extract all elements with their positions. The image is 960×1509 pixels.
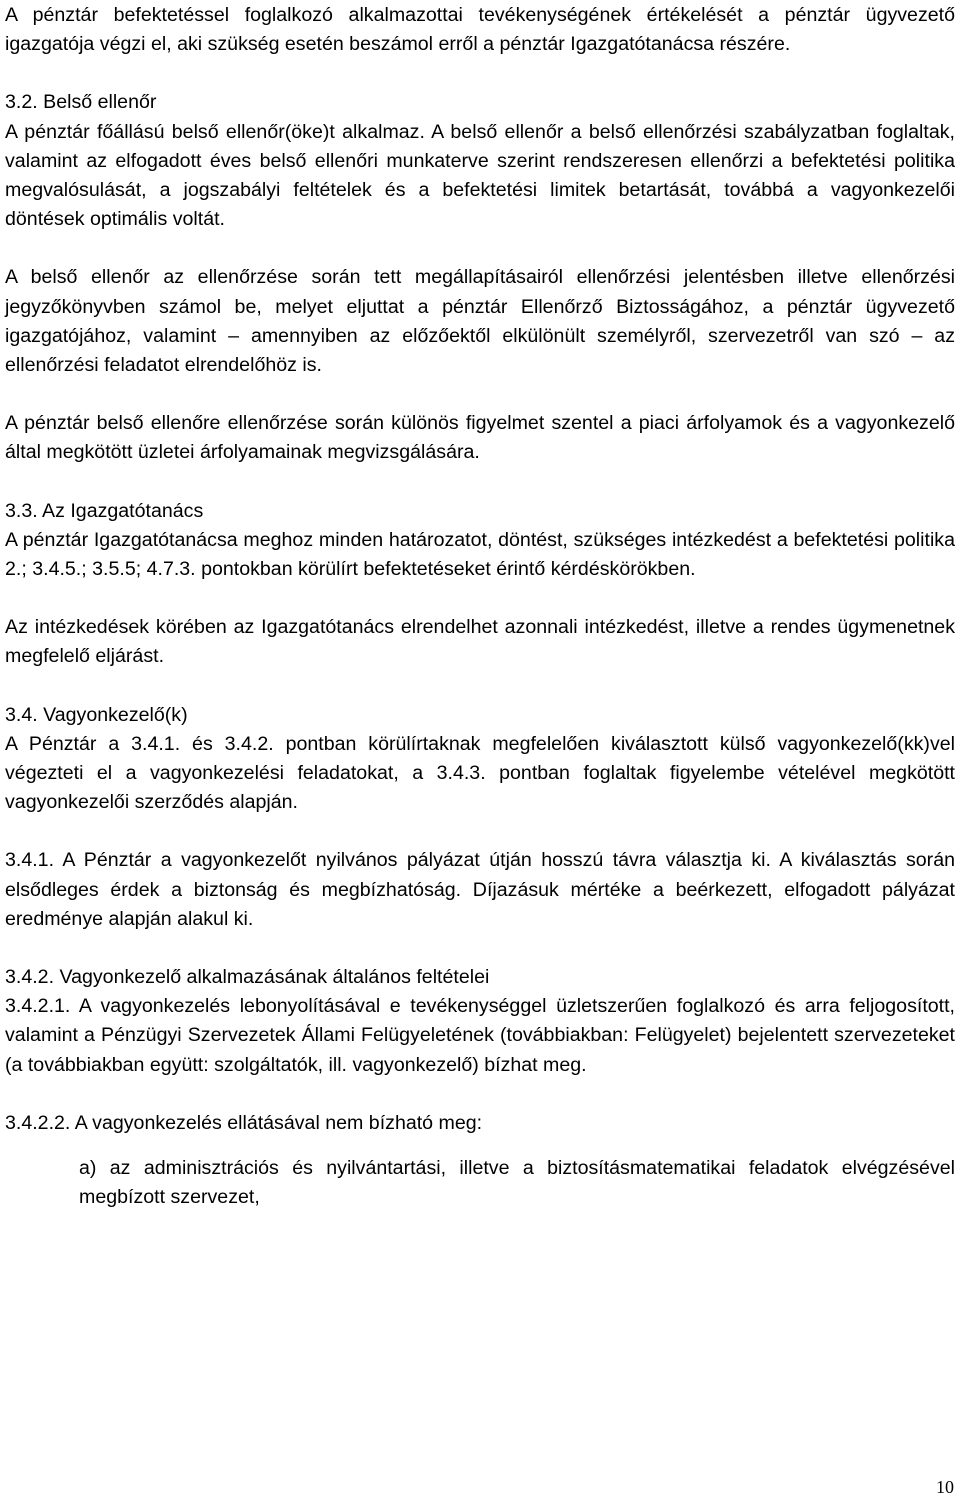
- spacer: [5, 59, 955, 88]
- spacer: [5, 672, 955, 701]
- spacer: [5, 817, 955, 846]
- page-number: 10: [936, 1477, 954, 1497]
- paragraph-3-4-2-2: 3.4.2.2. A vagyonkezelés ellátásával nem bízható meg:: [5, 1111, 483, 1134]
- section-heading-3-4-2: 3.4.2. Vagyonkezelő alkalmazásának általános feltételei: [5, 966, 490, 989]
- paragraph-evaluation: A pénztár befektetéssel foglalkozó alkalmazottai tevékenységének értékelését a pénztár ügyvezető igazgatója végzi el, aki szükség esetén beszámol erről a pénztár Igazgatótanácsa részére.: [5, 4, 955, 56]
- paragraph-board-decisions: A pénztár Igazgatótanácsa meghoz minden határozatot, döntést, szükséges intézkedést a befektetési politika 2.; 3.4.5.; 3.5.5; 4.7.3. pontokban körülírt befektetéseket érintő kérdéskörökben.: [5, 528, 955, 581]
- paragraph-3-4-1: 3.4.1. A Pénztár a vagyonkezelőt nyilvános pályázat útján hosszú távra választja ki. A kiválasztás során elsődleges érdek a biztonság és megbízhatóság. Díjazásuk mértéke a beérkezett, elfogadott pályázat eredménye alapján alakul ki.: [5, 849, 955, 930]
- spacer: [5, 1080, 955, 1109]
- paragraph-market-rates: A pénztár belső ellenőre ellenőrzése során különös figyelmet szentel a piaci árfolyamok és a vagyonkezelő által megkötött üzletei árfolyamainak megvizsgálására.: [5, 412, 955, 464]
- spacer: [5, 584, 955, 613]
- spacer: [5, 934, 955, 963]
- spacer: [5, 1138, 955, 1154]
- paragraph-3-4-2-1: 3.4.2.1. A vagyonkezelés lebonyolításával e tevékenységgel üzletszerűen foglalkozó és arra feljogosított, valamint a Pénzügyi Szervezetek Állami Felügyeletének (továbbiakban: Felügyelet) bejelentett szervezeteket (a továbbiakban együtt: szolgáltatók, ill. vagyonkezelő) bízhat meg.: [5, 995, 955, 1076]
- document-page: [5, 0, 955, 1213]
- spacer: [5, 380, 955, 409]
- spacer: [5, 468, 955, 497]
- section-heading-3-2: 3.2. Belső ellenőr: [5, 91, 157, 114]
- list-item-a: a) az adminisztrációs és nyilvántartási, illetve a biztosításmatematikai feladatok elvégzésével megbízott szervezet,: [79, 1157, 955, 1209]
- paragraph-board-measures: Az intézkedések körében az Igazgatótanács elrendelhet azonnali intézkedést, illetve a rendes ügymenetnek megfelelő eljárást.: [5, 616, 955, 668]
- section-heading-3-3: 3.3. Az Igazgatótanács: [5, 499, 204, 522]
- spacer: [5, 234, 955, 263]
- paragraph-audit-report: A belső ellenőr az ellenőrzése során tett megállapításairól ellenőrzési jelentésben illetve ellenőrzési jegyzőkönyvben számol be, melyet eljuttat a pénztár Ellenőrző Biztosságához, a pénztár ügyvezető igazgatójához, valamint – amennyiben az előzőektől elkülönült személyről, szervezetről van szó – az ellenőrzési feladatot elrendelőhöz is.: [5, 266, 955, 377]
- paragraph-asset-managers: A Pénztár a 3.4.1. és 3.4.2. pontban körülírtaknak megfelelően kiválasztott külső vagyonkezelő(kk)vel végezteti el a vagyonkezelési feladatokat, a 3.4.3. pontban foglaltak figyelembe vételével megkötött vagyonkezelői szerződés alapján.: [5, 732, 955, 814]
- paragraph-internal-auditor: A pénztár főállású belső ellenőr(öke)t alkalmaz. A belső ellenőr a belső ellenőrzési szabályzatban foglaltak, valamint az elfogadott éves belső ellenőri munkaterve szerint rendszeresen ellenőrzi a befektetési politika megvalósulását, a jogszabályi feltételek és a befektetési limitek betartását, továbbá a vagyonkezelői döntések optimális voltát.: [5, 120, 955, 231]
- section-heading-3-4: 3.4. Vagyonkezelő(k): [5, 703, 188, 726]
